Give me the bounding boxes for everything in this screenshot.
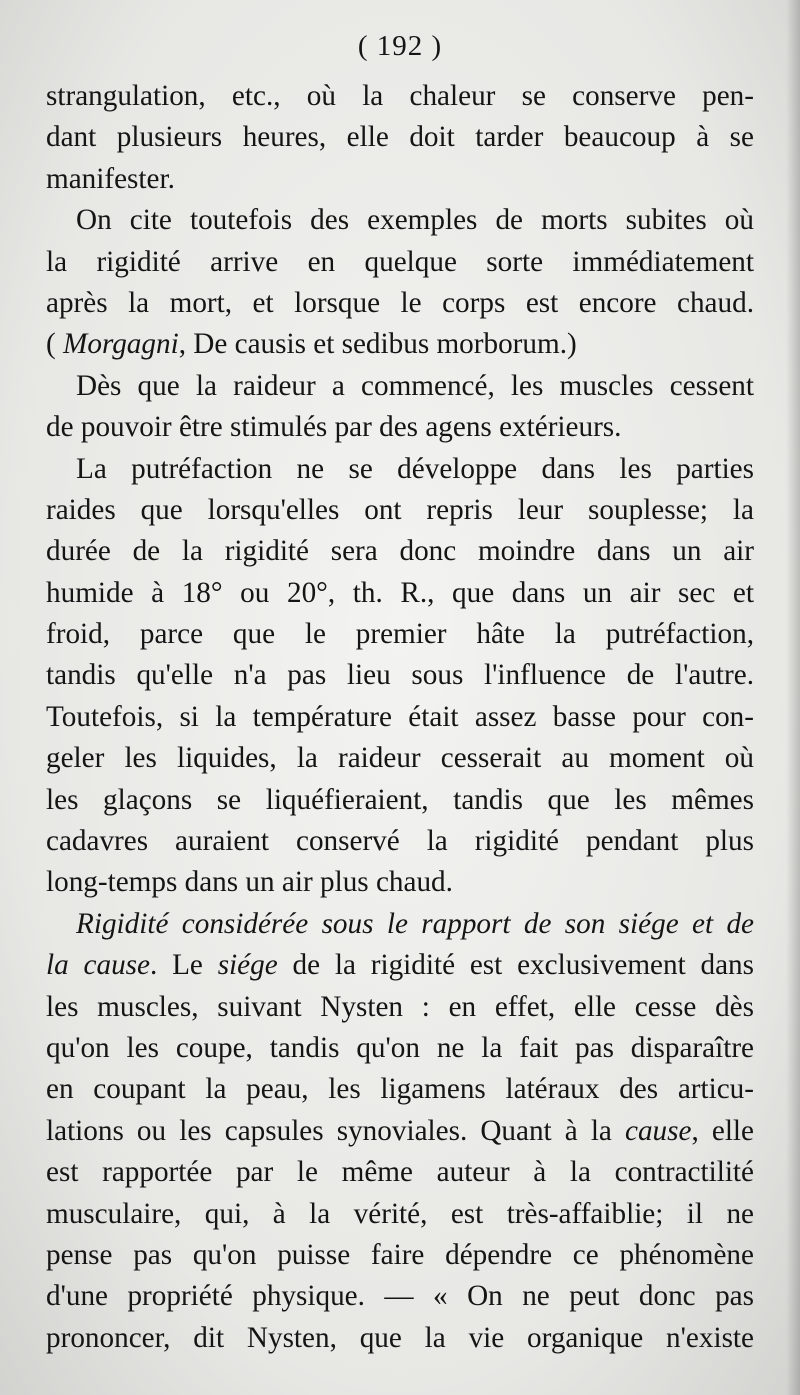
text-line: [46, 159, 754, 200]
text-run: la rigidité arrive en quelque sorte immédiatement: [46, 245, 754, 278]
italic-text: la cause: [46, 949, 150, 982]
text-run: Toutefois, si la température était assez basse pour con-: [46, 700, 754, 733]
text-run: manifester.: [46, 162, 175, 195]
text-run: après la mort, et lorsque le corps est encore chaud.: [46, 286, 754, 319]
page-number: ( 192 ): [357, 30, 443, 62]
text-line: [46, 1194, 754, 1235]
italic-text: Rigidité considérée sous le rapport de son siége et de: [76, 907, 754, 940]
text-run: les glaçons se liquéfieraient, tandis que les mêmes: [46, 783, 754, 816]
text-run: tandis qu'elle n'a pas lieu sous l'influence de l'autre.: [46, 659, 754, 692]
text-run: humide à 18° ou 20°, th. R., que dans un air sec et: [46, 576, 754, 609]
text-line: [46, 1152, 754, 1193]
text-run: en coupant la peau, les ligamens latéraux des articu-: [46, 1073, 754, 1106]
text-run: prononcer, dit Nysten, que la vie organique n'existe: [46, 1321, 754, 1354]
text-run: , elle: [691, 1114, 754, 1147]
text-run: geler les liquides, la raideur cesserait au moment où: [46, 742, 754, 775]
text-line: [46, 780, 754, 821]
text-line: [46, 1235, 754, 1276]
text-run: pense pas qu'on puisse faire dépendre ce phénomène: [46, 1238, 754, 1271]
text-run: musculaire, qui, à la vérité, est très-affaiblie; il ne: [46, 1197, 754, 1230]
text-line: [46, 1028, 754, 1069]
text-line: [46, 366, 754, 407]
text-run: froid, parce que le premier hâte la putréfaction,: [46, 618, 754, 651]
text-line: [46, 449, 754, 490]
text-line: [46, 738, 754, 779]
text-run: long-temps dans un air plus chaud.: [46, 866, 453, 899]
text-run: les muscles, suivant Nysten : en effet, elle cesse dès: [46, 990, 754, 1023]
text-line: [46, 573, 754, 614]
text-run: (: [46, 328, 64, 361]
text-run: . Le: [149, 949, 218, 982]
text-run: d'une propriété physique. — « On ne peut donc pas: [46, 1280, 754, 1313]
text-line: [46, 531, 754, 572]
text-line: [46, 283, 754, 324]
text-line: [46, 490, 754, 531]
text-line: [46, 987, 754, 1028]
text-run: est rapportée par le même auteur à la contractilité: [46, 1156, 754, 1189]
text-run: dant plusieurs heures, elle doit tarder beaucoup à se: [46, 121, 754, 154]
text-line: [46, 945, 754, 986]
text-run: cadavres auraient conservé la rigidité pendant plus: [46, 825, 754, 858]
text-line: [46, 242, 754, 283]
text-run: de pouvoir être stimulés par des agens extérieurs.: [46, 411, 622, 444]
text-line: [46, 614, 754, 655]
page-edge-shadow: [786, 0, 800, 1395]
text-line: [46, 697, 754, 738]
text-line: [46, 1069, 754, 1110]
text-line: [46, 1276, 754, 1317]
text-line: [46, 862, 754, 903]
text-line: [46, 200, 754, 241]
text-run: strangulation, etc., où la chaleur se conserve pen-: [46, 80, 754, 112]
text-line: [46, 117, 754, 158]
text-run: La putréfaction ne se développe dans les parties: [76, 452, 754, 485]
text-run: durée de la rigidité sera donc moindre dans un air: [46, 535, 754, 568]
italic-text: siége: [217, 949, 278, 982]
body-text: [46, 76, 754, 1359]
text-line: [46, 655, 754, 696]
text-run: On cite toutefois des exemples de morts subites où: [76, 204, 754, 237]
italic-text: Morgagni: [63, 328, 179, 361]
text-line: [46, 821, 754, 862]
text-line: [46, 1111, 754, 1152]
text-line: [46, 407, 754, 448]
text-run: , De causis et sedibus morborum.): [178, 328, 577, 361]
italic-text: cause: [625, 1114, 692, 1147]
text-run: Dès que la raideur a commencé, les muscles cessent: [76, 369, 754, 402]
text-run: lations ou les capsules synoviales. Quant à la: [46, 1114, 625, 1147]
text-line: [46, 904, 754, 945]
text-run: qu'on les coupe, tandis qu'on ne la fait pas disparaître: [46, 1031, 754, 1064]
text-line: [46, 1318, 754, 1359]
text-line: [46, 76, 754, 117]
text-run: de la rigidité est exclusivement dans: [277, 949, 754, 982]
text-line: [46, 324, 754, 365]
text-run: raides que lorsqu'elles ont repris leur souplesse; la: [46, 493, 754, 526]
